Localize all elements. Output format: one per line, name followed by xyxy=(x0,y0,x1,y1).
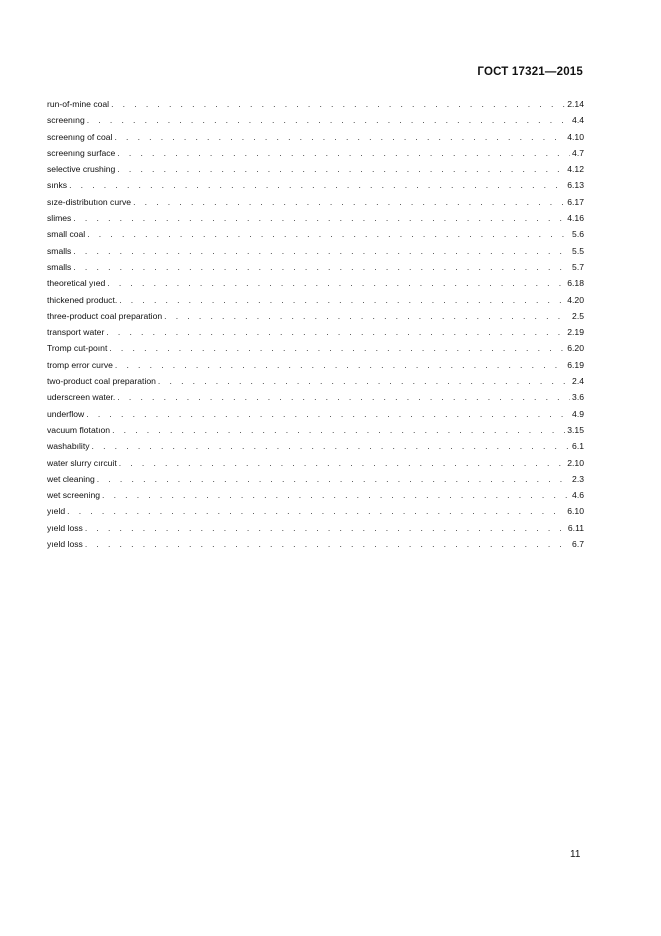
index-term: uderscreen water. xyxy=(47,392,116,403)
dot-leader xyxy=(69,177,565,193)
index-reference: 4.20 xyxy=(567,294,584,305)
dot-leader xyxy=(114,129,565,145)
index-row xyxy=(47,259,584,275)
dot-leader xyxy=(85,520,566,536)
index-reference: 2.3 xyxy=(572,473,584,484)
dot-leader xyxy=(133,194,565,210)
dot-leader xyxy=(111,96,565,112)
index-term: sıze-distributıon curve xyxy=(47,196,132,207)
index-term: yıeld xyxy=(47,506,66,517)
index-term: three-product coal preparation xyxy=(47,310,163,321)
page-number: 11 xyxy=(570,849,581,860)
index-row xyxy=(47,357,584,373)
index-row xyxy=(47,292,584,308)
dot-leader xyxy=(117,145,570,161)
index-term: wet screening xyxy=(47,490,101,501)
index-term: two-product coal preparation xyxy=(47,376,156,387)
index-reference: 6.13 xyxy=(567,180,584,191)
dot-leader xyxy=(158,373,570,389)
index-row xyxy=(47,422,584,438)
index-row xyxy=(47,129,584,145)
index-reference: 5.6 xyxy=(572,229,584,240)
index-reference: 4.10 xyxy=(567,131,584,142)
dot-leader xyxy=(73,210,565,226)
index-term: smalls xyxy=(47,261,72,272)
index-reference: 4.6 xyxy=(572,490,584,501)
index-row xyxy=(47,112,584,128)
index-row xyxy=(47,145,584,161)
dot-leader xyxy=(86,406,570,422)
index-reference: 2.10 xyxy=(567,457,584,468)
index-term: screenıng of coal xyxy=(47,131,113,142)
index-term: yıeld loss xyxy=(47,539,83,550)
index-row xyxy=(47,438,584,454)
index-term: smalls xyxy=(47,245,72,256)
index-row xyxy=(47,275,584,291)
index-term: wet cleaning xyxy=(47,473,95,484)
index-reference: 6.20 xyxy=(567,343,584,354)
dot-leader xyxy=(73,243,570,259)
dot-leader xyxy=(106,324,565,340)
index-row xyxy=(47,455,584,471)
index-term: underflow xyxy=(47,408,85,419)
dot-leader xyxy=(115,357,565,373)
index-term: screenıng xyxy=(47,115,85,126)
index-row xyxy=(47,194,584,210)
index-reference: 2.14 xyxy=(567,99,584,109)
index-term: run-of-mine coal xyxy=(47,99,110,109)
index-term: theoretical yıed xyxy=(47,278,106,289)
index-row xyxy=(47,503,584,519)
index-reference: 3.15 xyxy=(567,424,584,435)
index-reference: 2.19 xyxy=(567,327,584,338)
index-term: thickened product. xyxy=(47,294,118,305)
dot-leader xyxy=(164,308,570,324)
index-reference: 4.7 xyxy=(572,147,584,158)
index-reference: 2.5 xyxy=(572,310,584,321)
index-row xyxy=(47,243,584,259)
dot-leader xyxy=(92,438,571,454)
index-row xyxy=(47,226,584,242)
dot-leader xyxy=(73,259,570,275)
index-reference: 6.10 xyxy=(567,506,584,517)
index-term: tromp error curve xyxy=(47,359,113,370)
index-row xyxy=(47,406,584,422)
index-row xyxy=(47,324,584,340)
index-term: transport water xyxy=(47,327,105,338)
index-row xyxy=(47,487,584,503)
dot-leader xyxy=(117,161,565,177)
dot-leader xyxy=(102,487,570,503)
document-header: ГОСТ 17321—2015 xyxy=(477,66,583,78)
index-row xyxy=(47,308,584,324)
term-index xyxy=(47,96,584,552)
index-term: sınks xyxy=(47,180,68,191)
index-row xyxy=(47,340,584,356)
index-reference: 4.4 xyxy=(572,115,584,126)
dot-leader xyxy=(85,536,570,552)
index-reference: 6.7 xyxy=(572,539,584,550)
index-reference: 6.17 xyxy=(567,196,584,207)
index-reference: 4.16 xyxy=(567,213,584,224)
index-term: small coal xyxy=(47,229,86,240)
index-reference: 3.6 xyxy=(572,392,584,403)
index-row xyxy=(47,471,584,487)
dot-leader xyxy=(87,112,570,128)
index-reference: 2.4 xyxy=(572,376,584,387)
dot-leader xyxy=(97,471,570,487)
index-term: screenıng surface xyxy=(47,147,116,158)
index-reference: 5.7 xyxy=(572,261,584,272)
index-row xyxy=(47,96,584,112)
index-reference: 5.5 xyxy=(572,245,584,256)
index-reference: 6.1 xyxy=(572,441,584,452)
index-term: yıeld loss xyxy=(47,522,83,533)
index-term: selective crushing xyxy=(47,164,116,175)
index-row xyxy=(47,373,584,389)
dot-leader xyxy=(119,292,565,308)
index-reference: 6.11 xyxy=(567,522,584,533)
index-term: slimes xyxy=(47,213,72,224)
index-term: water slurry cırcuit xyxy=(47,457,117,468)
index-reference: 4.12 xyxy=(567,164,584,175)
index-reference: 6.19 xyxy=(567,359,584,370)
dot-leader xyxy=(109,340,565,356)
index-term: vacuum flotatıon xyxy=(47,424,111,435)
index-term: Tromp cut-poınt xyxy=(47,343,108,354)
index-row xyxy=(47,520,584,536)
dot-leader xyxy=(112,422,565,438)
index-row xyxy=(47,536,584,552)
dot-leader xyxy=(117,389,570,405)
dot-leader xyxy=(67,503,565,519)
index-row xyxy=(47,177,584,193)
dot-leader xyxy=(87,226,570,242)
index-row xyxy=(47,389,584,405)
index-row xyxy=(47,161,584,177)
index-term: washabılity xyxy=(47,441,90,452)
index-row xyxy=(47,210,584,226)
dot-leader xyxy=(107,275,565,291)
dot-leader xyxy=(119,455,566,471)
index-reference: 4.9 xyxy=(572,408,584,419)
index-reference: 6.18 xyxy=(567,278,584,289)
